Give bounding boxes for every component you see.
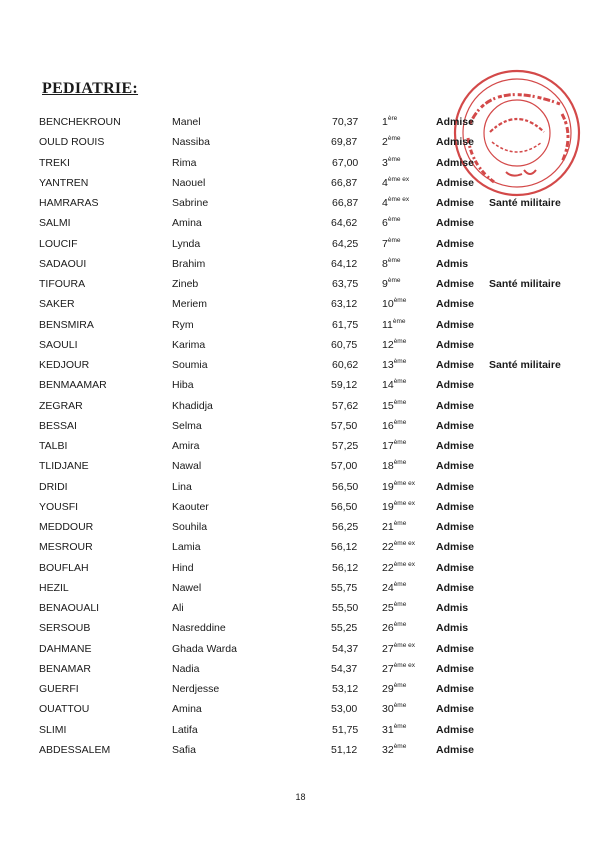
candidate-first-name: Hind <box>172 561 194 574</box>
candidate-status: Admise <box>436 419 474 432</box>
candidate-row <box>0 356 601 376</box>
candidate-last-name: YOUSFI <box>39 500 79 513</box>
candidate-last-name: BESSAI <box>39 419 77 432</box>
candidate-rank-number: 13 <box>382 359 394 371</box>
candidate-first-name: Zineb <box>172 278 199 290</box>
candidate-status: Admise <box>436 683 474 695</box>
candidate-rank-number: 8 <box>382 257 388 270</box>
candidate-status: Admise <box>436 318 474 331</box>
candidate-score: 66,87 <box>331 176 358 189</box>
candidate-last-name: SERSOUB <box>39 622 91 635</box>
candidate-status: Admise <box>436 743 474 756</box>
candidate-last-name: DRIDI <box>39 480 68 493</box>
candidate-status: Admise <box>436 541 474 554</box>
candidate-note: Santé militaire <box>489 359 561 371</box>
candidate-first-name: Manel <box>172 116 201 128</box>
candidate-status: Admise <box>436 278 474 290</box>
candidate-rank <box>382 238 401 250</box>
candidate-first-name: Nassiba <box>172 136 210 149</box>
candidate-row <box>0 721 601 741</box>
candidate-rank <box>382 663 415 675</box>
candidate-rank <box>382 116 397 128</box>
candidate-rank-suffix: ème ex <box>393 641 416 649</box>
candidate-status: Admise <box>436 237 474 250</box>
candidate-rank-number: 4 <box>382 176 388 189</box>
candidate-first-name: Latifa <box>172 723 198 736</box>
candidate-rank-number: 12 <box>382 338 394 351</box>
candidate-first-name: Naouel <box>172 176 206 189</box>
candidate-first-name: Kaouter <box>172 500 209 513</box>
candidate-score: 57,62 <box>332 399 359 412</box>
candidate-last-name: OULD ROUIS <box>39 136 105 149</box>
candidate-status: Admise <box>436 116 474 128</box>
candidate-score: 55,50 <box>332 602 359 614</box>
candidate-note: Santé militaire <box>489 278 561 290</box>
candidate-status: Admise <box>436 703 474 716</box>
candidate-rank-number: 25 <box>382 602 394 614</box>
candidate-rank <box>382 724 406 736</box>
candidate-last-name: SADAOUI <box>39 257 87 270</box>
candidate-score: 60,62 <box>332 359 359 371</box>
candidate-rank <box>382 744 406 756</box>
candidate-row <box>0 113 601 133</box>
candidate-rank-number: 30 <box>382 703 394 716</box>
candidate-first-name: Ali <box>172 602 184 614</box>
candidate-rank-number: 29 <box>382 683 394 695</box>
candidate-rank <box>382 278 401 290</box>
candidate-rank-number: 19 <box>382 500 394 513</box>
candidate-rank <box>382 521 406 533</box>
candidate-rank <box>382 319 406 331</box>
candidate-rank-suffix: ème <box>387 135 401 143</box>
candidate-row <box>0 376 601 396</box>
candidate-row <box>0 316 601 336</box>
candidate-first-name: Nawel <box>172 581 202 594</box>
candidate-rank-suffix: ème <box>393 398 407 406</box>
candidate-last-name: HAMRARAS <box>39 197 99 209</box>
candidate-row <box>0 498 601 518</box>
candidate-rank-number: 31 <box>382 723 394 736</box>
candidate-first-name: Karima <box>172 338 206 351</box>
candidate-score: 59,12 <box>331 379 358 392</box>
candidate-rank <box>382 501 415 513</box>
candidate-row <box>0 579 601 599</box>
candidate-rank-number: 14 <box>382 379 394 392</box>
candidate-status: Admise <box>436 359 474 371</box>
candidate-note: Santé militaire <box>489 197 561 209</box>
candidate-rank-number: 26 <box>382 622 394 635</box>
candidate-score: 64,25 <box>332 237 359 250</box>
candidate-first-name: Amina <box>172 217 202 230</box>
candidate-rank <box>382 177 409 189</box>
candidate-last-name: OUATTOU <box>39 703 90 716</box>
candidate-rank-suffix: ème <box>393 337 407 345</box>
candidate-score: 70,37 <box>332 116 359 128</box>
candidate-last-name: TALBI <box>39 440 68 452</box>
candidate-rank <box>382 683 406 695</box>
candidate-rank-suffix: ème <box>393 297 407 305</box>
candidate-rank-suffix: ème <box>393 682 407 689</box>
candidate-status: Admis <box>436 602 469 614</box>
candidate-row <box>0 559 601 579</box>
candidate-row <box>0 741 601 761</box>
candidate-score: 54,37 <box>331 662 358 675</box>
candidate-row <box>0 700 601 720</box>
candidate-rank-suffix: ème ex <box>393 499 416 507</box>
candidate-rank-number: 27 <box>382 662 394 675</box>
candidate-score: 61,75 <box>332 318 359 331</box>
candidate-rank-number: 3 <box>382 156 388 169</box>
candidate-rank <box>382 582 406 594</box>
candidate-rank <box>382 440 406 452</box>
candidate-rank-suffix: ème <box>393 702 407 710</box>
candidate-rank-suffix: ème ex <box>393 540 416 548</box>
candidate-rank-suffix: ème <box>387 216 401 224</box>
candidate-last-name: SLIMI <box>39 723 67 736</box>
candidate-status: Admis <box>436 622 469 635</box>
candidate-first-name: Lina <box>172 480 192 493</box>
candidate-rank-suffix: ème ex <box>387 196 410 203</box>
candidate-score: 60,75 <box>331 338 358 351</box>
candidate-last-name: BENSMIRA <box>39 318 94 331</box>
candidate-rank-suffix: ème <box>393 418 407 426</box>
candidate-score: 56,12 <box>331 541 358 554</box>
candidate-first-name: Ghada Warda <box>172 642 237 655</box>
candidate-rank-suffix: ème <box>393 742 407 750</box>
candidate-rank-number: 19 <box>382 480 394 493</box>
candidate-rank-number: 2 <box>382 136 388 149</box>
candidate-score: 56,50 <box>332 480 359 493</box>
candidate-status: Admise <box>436 500 474 513</box>
candidate-row <box>0 214 601 234</box>
candidate-last-name: TREKI <box>39 156 70 169</box>
candidate-row <box>0 457 601 477</box>
candidate-rank-number: 22 <box>382 541 394 554</box>
candidate-first-name: Selma <box>172 419 202 432</box>
candidate-status: Admis <box>436 257 469 270</box>
candidate-row <box>0 599 601 619</box>
candidate-first-name: Souhila <box>172 521 208 533</box>
candidate-status: Admise <box>436 581 474 594</box>
candidate-rank <box>382 602 406 614</box>
candidate-status: Admise <box>436 176 474 189</box>
candidate-rank-number: 16 <box>382 419 394 432</box>
candidate-rank-number: 9 <box>382 278 388 290</box>
candidate-status: Admise <box>436 379 474 392</box>
candidate-rank <box>382 400 406 412</box>
candidate-status: Admise <box>436 217 474 230</box>
candidate-row <box>0 397 601 417</box>
candidate-rank-suffix: ère <box>387 115 398 122</box>
candidate-first-name: Khadidja <box>172 399 213 412</box>
candidate-rank <box>382 136 401 148</box>
candidate-last-name: KEDJOUR <box>39 359 90 371</box>
candidate-first-name: Amina <box>172 703 202 716</box>
candidate-score: 64,62 <box>331 217 358 230</box>
candidate-rank-number: 7 <box>382 237 388 250</box>
candidate-last-name: BENCHEKROUN <box>39 116 121 128</box>
candidate-first-name: Rima <box>172 156 197 169</box>
candidate-rank-suffix: ème <box>393 621 407 629</box>
results-list <box>0 113 601 761</box>
candidate-row <box>0 235 601 255</box>
candidate-score: 56,25 <box>332 521 359 533</box>
candidate-rank <box>382 420 406 432</box>
candidate-first-name: Nawal <box>172 460 202 473</box>
candidate-first-name: Lynda <box>172 237 201 250</box>
candidate-rank-number: 24 <box>382 581 394 594</box>
candidate-rank-suffix: ème ex <box>387 175 410 183</box>
candidate-rank <box>382 217 401 229</box>
candidate-rank <box>382 541 415 553</box>
candidate-rank-suffix: ème <box>387 236 401 244</box>
candidate-first-name: Soumia <box>172 359 208 371</box>
candidate-rank-number: 1 <box>382 116 388 128</box>
candidate-score: 66,87 <box>332 197 359 209</box>
candidate-last-name: YANTREN <box>39 176 89 189</box>
candidate-rank <box>382 481 415 493</box>
candidate-first-name: Nasreddine <box>172 622 226 635</box>
candidate-row <box>0 680 601 700</box>
candidate-rank-suffix: ème <box>393 580 407 588</box>
candidate-rank-number: 22 <box>382 561 394 574</box>
candidate-rank <box>382 622 406 634</box>
candidate-status: Admise <box>436 440 474 452</box>
candidate-first-name: Lamia <box>172 541 201 554</box>
candidate-status: Admise <box>436 521 474 533</box>
candidate-score: 67,00 <box>332 156 359 169</box>
candidate-last-name: GUERFI <box>39 683 79 695</box>
candidate-status: Admise <box>436 136 474 149</box>
candidate-last-name: BENAOUALI <box>39 602 100 614</box>
candidate-rank-number: 10 <box>382 298 394 311</box>
candidate-rank <box>382 460 406 472</box>
candidate-last-name: DAHMANE <box>39 642 92 655</box>
candidate-rank-number: 4 <box>382 197 388 209</box>
candidate-last-name: SAOULI <box>39 338 78 351</box>
candidate-row <box>0 619 601 639</box>
candidate-row <box>0 538 601 558</box>
candidate-status: Admise <box>436 399 474 412</box>
candidate-last-name: BENAMAR <box>39 662 91 675</box>
candidate-score: 64,12 <box>331 257 358 270</box>
candidate-row <box>0 255 601 275</box>
candidate-last-name: TIFOURA <box>39 278 86 290</box>
candidate-first-name: Hiba <box>172 379 194 392</box>
candidate-status: Admise <box>436 480 474 493</box>
candidate-last-name: BENMAAMAR <box>39 379 107 392</box>
candidate-rank <box>382 157 401 169</box>
candidate-score: 63,12 <box>331 298 358 311</box>
candidate-row <box>0 275 601 295</box>
candidate-rank <box>382 339 406 351</box>
candidate-rank-suffix: ème <box>393 459 407 467</box>
candidate-row <box>0 336 601 356</box>
candidate-score: 55,75 <box>331 581 358 594</box>
candidate-last-name: MESROUR <box>39 541 93 554</box>
candidate-first-name: Rym <box>172 318 194 331</box>
candidate-rank-number: 17 <box>382 440 394 452</box>
candidate-rank-suffix: ème <box>387 155 401 163</box>
candidate-row <box>0 133 601 153</box>
candidate-rank-suffix: ème <box>393 601 407 608</box>
candidate-rank-suffix: ème <box>393 439 407 446</box>
candidate-rank-suffix: ème ex <box>393 479 416 487</box>
candidate-rank-number: 32 <box>382 743 394 756</box>
candidate-last-name: SAKER <box>39 298 75 311</box>
candidate-rank-number: 6 <box>382 217 388 230</box>
candidate-rank-suffix: ème <box>392 317 406 325</box>
candidate-score: 54,37 <box>332 642 359 655</box>
candidate-status: Admise <box>436 197 474 209</box>
candidate-row <box>0 478 601 498</box>
candidate-row <box>0 417 601 437</box>
candidate-last-name: MEDDOUR <box>39 521 94 533</box>
candidate-row <box>0 518 601 538</box>
candidate-rank <box>382 643 415 655</box>
candidate-score: 53,12 <box>332 683 359 695</box>
candidate-first-name: Safia <box>172 743 196 756</box>
candidate-first-name: Nadia <box>172 662 200 675</box>
candidate-rank-suffix: ème ex <box>393 661 416 669</box>
candidate-score: 56,12 <box>332 561 359 574</box>
candidate-score: 57,50 <box>331 419 358 432</box>
candidate-rank-suffix: ème ex <box>393 560 416 568</box>
candidate-first-name: Amira <box>172 440 200 452</box>
candidate-rank <box>382 197 409 209</box>
candidate-row <box>0 437 601 457</box>
candidate-rank-suffix: ème <box>387 277 401 284</box>
candidate-rank-number: 27 <box>382 642 394 655</box>
page-title: PEDIATRIE: <box>42 80 139 97</box>
candidate-last-name: LOUCIF <box>39 237 78 250</box>
candidate-rank-number: 11 <box>382 318 393 331</box>
candidate-score: 63,75 <box>332 278 359 290</box>
candidate-score: 57,25 <box>332 440 359 452</box>
candidate-rank-suffix: ème <box>393 378 407 386</box>
candidate-rank <box>382 298 406 310</box>
candidate-last-name: BOUFLAH <box>39 561 89 574</box>
candidate-last-name: TLIDJANE <box>39 460 89 473</box>
candidate-row <box>0 295 601 315</box>
candidate-last-name: ABDESSALEM <box>39 743 111 756</box>
candidate-row <box>0 640 601 660</box>
candidate-score: 51,12 <box>331 743 358 756</box>
candidate-score: 56,50 <box>331 500 358 513</box>
candidate-last-name: SALMI <box>39 217 71 230</box>
candidate-row <box>0 174 601 194</box>
candidate-rank <box>382 258 401 270</box>
candidate-first-name: Brahim <box>172 257 206 270</box>
candidate-status: Admise <box>436 723 474 736</box>
candidate-rank-suffix: ème <box>393 358 407 365</box>
candidate-first-name: Nerdjesse <box>172 683 220 695</box>
candidate-score: 55,25 <box>331 622 358 635</box>
candidate-row <box>0 660 601 680</box>
candidate-status: Admise <box>436 338 474 351</box>
candidate-row <box>0 154 601 174</box>
candidate-rank-number: 21 <box>382 521 394 533</box>
candidate-row <box>0 194 601 214</box>
page-number: 18 <box>295 792 306 802</box>
candidate-status: Admise <box>436 642 474 655</box>
candidate-score: 53,00 <box>331 703 358 716</box>
candidate-score: 51,75 <box>332 723 359 736</box>
candidate-last-name: ZEGRAR <box>39 399 83 412</box>
candidate-status: Admise <box>436 662 474 675</box>
candidate-status: Admise <box>436 298 474 311</box>
candidate-score: 57,00 <box>331 460 358 473</box>
candidate-score: 69,87 <box>331 136 358 149</box>
candidate-first-name: Sabrine <box>172 197 209 209</box>
candidate-status: Admise <box>436 156 474 169</box>
candidate-status: Admise <box>436 460 474 473</box>
candidate-rank <box>382 703 406 715</box>
candidate-rank-number: 18 <box>382 460 394 473</box>
candidate-rank-suffix: ème <box>387 256 401 264</box>
candidate-rank <box>382 359 406 371</box>
candidate-first-name: Meriem <box>172 298 208 311</box>
candidate-rank-number: 15 <box>382 399 394 412</box>
candidate-last-name: HEZIL <box>39 581 69 594</box>
candidate-rank-suffix: ème <box>393 722 407 730</box>
candidate-rank <box>382 562 415 574</box>
candidate-status: Admise <box>436 561 474 574</box>
candidate-rank-suffix: ème <box>393 520 407 527</box>
candidate-rank <box>382 379 406 391</box>
